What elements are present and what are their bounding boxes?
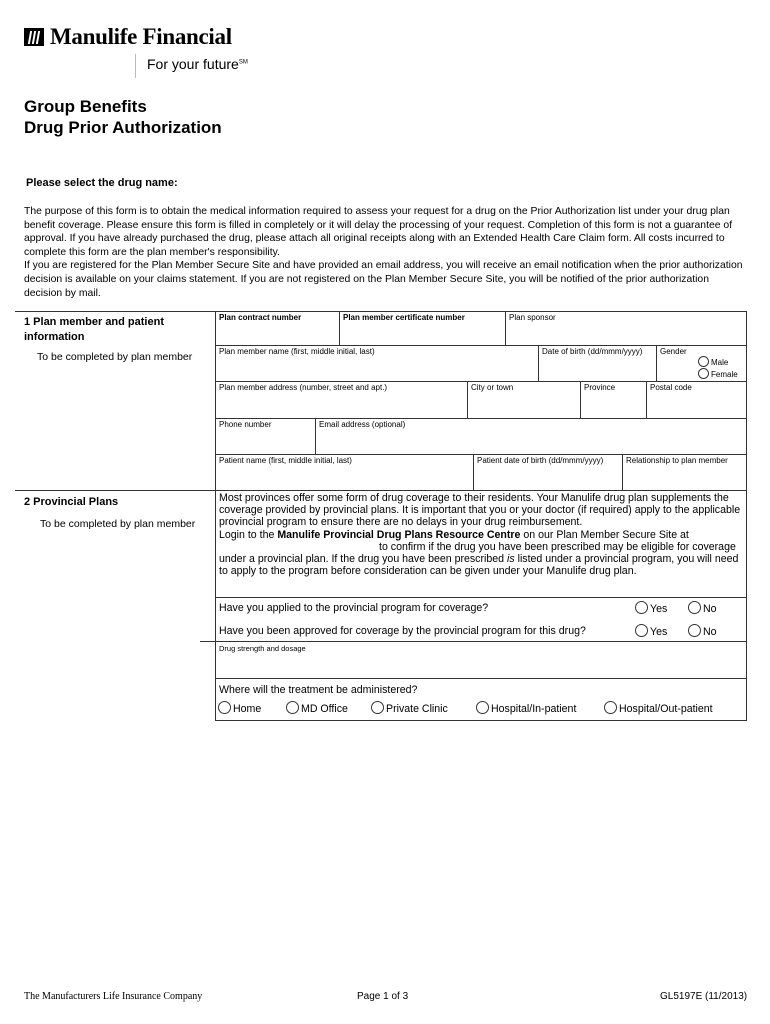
treatment-hospital-outpatient-radio[interactable]: Hospital/Out-patient [604, 701, 713, 715]
province-field[interactable]: Province [584, 383, 616, 392]
intro-text: The purpose of this form is to obtain the medical information required to assess your request for a drug on the Prior Authorization list under your drug plan benefit coverage. Please ensure this form is filled in completely or it will delay the processing of your request. Completion of this form is not a guarantee of approval. If you have already purchased the drug, please attach all original receipts along with an Extended Health Care Claim form. All costs incurred to complete this form are the plan member's responsibility. If you are registered for the Plan Member Secure Site and have provided an email address, you will receive an email notification when the prior authorization decision is available on your claims statement. If you are not registered on the Plan Member Secure Site, you will be notified of the prior authorization decision by mail. [24, 206, 743, 299]
city-field[interactable]: City or town [471, 383, 514, 392]
gender-label: Gender [660, 347, 687, 356]
logo-text: Manulife Financial [50, 24, 232, 49]
q-applied-yes-radio[interactable]: Yes [635, 601, 667, 615]
member-name-field[interactable]: Plan member name (first, middle initial, last) [219, 347, 375, 356]
q-approved-yes-radio[interactable]: Yes [635, 624, 667, 638]
form-title-line2: Drug Prior Authorization [24, 118, 222, 137]
q-applied-no-radio[interactable]: No [688, 601, 717, 615]
patient-dob-field[interactable]: Patient date of birth (dd/mmm/yyyy) [477, 456, 604, 465]
provincial-plans-text: Most provinces offer some form of drug coverage to their residents. Your Manulife drug plan supplements the coverage provided by provincial plans. It is important that you or your doctor (if required) apply to the applicable provincial program to ensure there are no delays in your drug reimbursement. Login to the Manulife Provincial Drug Plans Resource Centre on our Plan Member Secure Site at to confirm if the drug you have been prescribed may be eligible for coverage under a provincial plan. If the drug you have been prescribed is listed under a provincial program, you will need to apply to the program before consideration can be given under your Manulife drug plan. [219, 492, 741, 578]
dob-field[interactable]: Date of birth (dd/mmm/yyyy) [542, 347, 643, 356]
q-approved: Have you been approved for coverage by the provincial program for this drug? [219, 625, 586, 637]
treatment-hospital-inpatient-radio[interactable]: Hospital/In-patient [476, 701, 576, 715]
section1-title: 1 Plan member and patient information [24, 316, 164, 343]
section1-subtitle: To be completed by plan member [37, 351, 193, 363]
manulife-logo-icon [24, 28, 44, 46]
treatment-question: Where will the treatment be administered? [219, 684, 418, 696]
footer-page: Page 1 of 3 [357, 991, 409, 1002]
phone-field[interactable]: Phone number [219, 420, 272, 429]
section2-subtitle: To be completed by plan member [40, 518, 196, 530]
certificate-number-field[interactable]: Plan member certificate number [343, 313, 465, 322]
q-approved-no-radio[interactable]: No [688, 624, 717, 638]
treatment-home-radio[interactable]: Home [218, 701, 261, 715]
treatment-md-office-radio[interactable]: MD Office [286, 701, 348, 715]
email-field[interactable]: Email address (optional) [319, 420, 406, 429]
section2-title: 2 Provincial Plans [24, 496, 119, 508]
footer-form-code: GL5197E (11/2013) [660, 991, 748, 1002]
treatment-private-clinic-radio[interactable]: Private Clinic [371, 701, 448, 715]
plan-contract-number-field[interactable]: Plan contract number [219, 313, 302, 322]
gender-female-radio[interactable]: Female [698, 368, 738, 379]
address-field[interactable]: Plan member address (number, street and apt.) [219, 383, 388, 392]
tagline: For your future℠ [147, 56, 248, 72]
q-applied: Have you applied to the provincial program for coverage? [219, 602, 489, 614]
patient-name-field[interactable]: Patient name (first, middle initial, last) [219, 456, 352, 465]
form-title-line1: Group Benefits [24, 97, 147, 116]
footer-company: The Manufacturers Life Insurance Company [24, 991, 203, 1002]
gender-male-radio[interactable]: Male [698, 356, 728, 367]
relationship-field[interactable]: Relationship to plan member [626, 456, 728, 465]
plan-sponsor-field[interactable]: Plan sponsor [509, 313, 556, 322]
select-drug-label: Please select the drug name: [26, 177, 178, 189]
logo-divider [135, 54, 136, 78]
drug-strength-field[interactable]: Drug strength and dosage [219, 644, 306, 653]
postal-code-field[interactable]: Postal code [650, 383, 692, 392]
